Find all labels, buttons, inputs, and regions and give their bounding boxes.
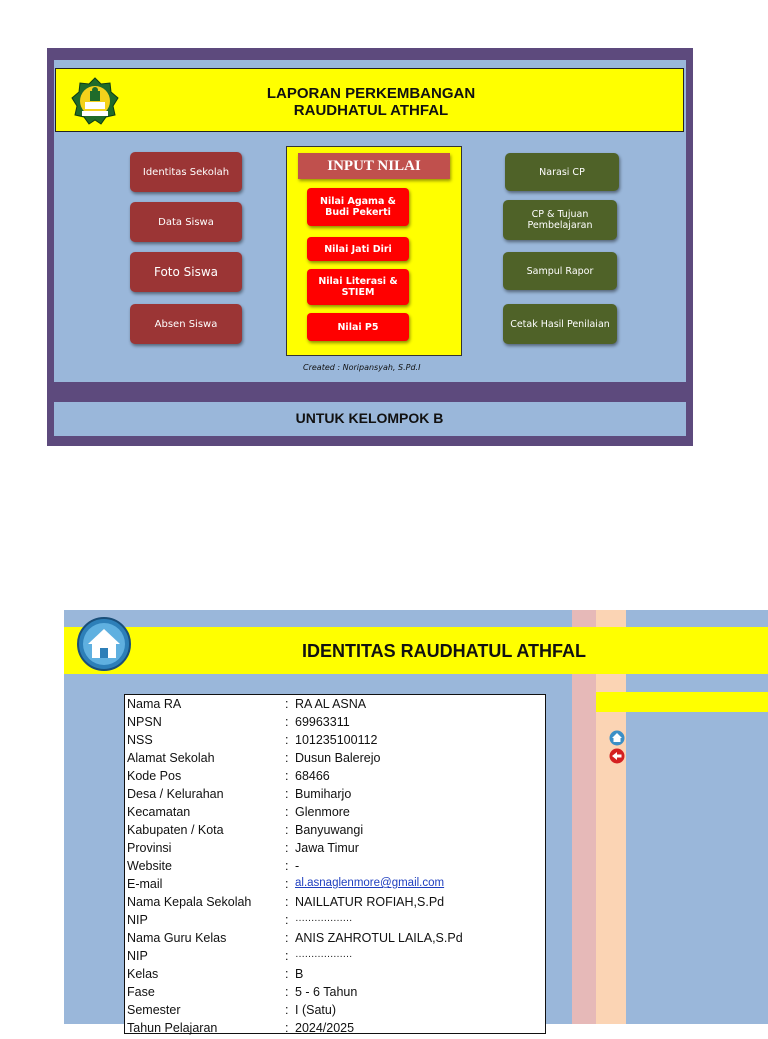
table-row: [125, 805, 545, 823]
absen-siswa-button[interactable]: Absen Siswa: [130, 304, 242, 344]
table-row: [125, 913, 545, 931]
table-row: [125, 751, 545, 769]
field-label: Nama RA: [127, 697, 182, 711]
field-separator: :: [285, 1021, 289, 1035]
table-row: [125, 841, 545, 859]
identity-sheet: [64, 610, 768, 1035]
kelompok-label: UNTUK KELOMPOK B: [55, 402, 684, 434]
field-value: 2024/2025: [295, 1021, 355, 1035]
field-value: Banyuwangi: [295, 823, 364, 837]
nilai-p5-button[interactable]: Nilai P5: [307, 313, 409, 341]
field-label: NSS: [127, 733, 153, 747]
field-value: 101235100112: [295, 733, 378, 747]
field-label: NIP: [127, 949, 148, 963]
menu-title-line2: RAUDHATUL ATHFAL: [293, 102, 449, 119]
kemenag-emblem-icon: [70, 76, 120, 126]
menu-title-line1: LAPORAN PERKEMBANGAN: [266, 85, 476, 102]
home-icon[interactable]: [76, 616, 132, 672]
identity-title: IDENTITAS RAUDHATUL ATHFAL: [302, 641, 586, 661]
field-value: Dusun Balerejo: [295, 751, 381, 765]
back-icon[interactable]: [609, 748, 625, 764]
created-by-text: Created : Noripansyah, S.Pd.I: [303, 363, 421, 372]
email-link[interactable]: al.asnaglenmore@gmail.com: [295, 877, 445, 889]
table-row: [125, 769, 545, 787]
field-label: Nama Guru Kelas: [127, 931, 227, 945]
field-label: E-mail: [127, 877, 163, 891]
field-label: Kabupaten / Kota: [127, 823, 224, 837]
field-label: Desa / Kelurahan: [127, 787, 224, 801]
field-value: 69963311: [295, 715, 350, 729]
field-value: Jawa Timur: [295, 841, 359, 855]
foto-siswa-button[interactable]: Foto Siswa: [130, 252, 242, 292]
input-nilai-title: INPUT NILAI: [298, 153, 450, 179]
field-label: Nama Kepala Sekolah: [127, 895, 252, 909]
table-row: [125, 931, 545, 949]
nilai-literasi-button[interactable]: Nilai Literasi & STIEM: [307, 269, 409, 305]
table-row: [125, 895, 545, 913]
field-label: Tahun Pelajaran: [127, 1021, 218, 1035]
field-label: Provinsi: [127, 841, 172, 855]
field-value: B: [295, 967, 304, 981]
field-label: NIP: [127, 913, 148, 927]
field-separator: :: [285, 985, 289, 999]
table-row: [125, 733, 545, 751]
field-value: Bumiharjo: [295, 787, 352, 801]
nilai-agama-button[interactable]: Nilai Agama & Budi Pekerti: [307, 188, 409, 226]
cp-tujuan-button[interactable]: CP & Tujuan Pembelajaran: [503, 200, 617, 240]
table-row: [125, 985, 545, 1003]
field-separator: :: [285, 931, 289, 945]
field-separator: :: [285, 733, 289, 747]
field-value: 68466: [295, 769, 330, 783]
field-label: Kode Pos: [127, 769, 182, 783]
table-row: [125, 1003, 545, 1021]
report-card-menu-panel: [47, 48, 693, 446]
field-separator: :: [285, 697, 289, 711]
home-icon[interactable]: [609, 730, 625, 746]
field-value: -: [295, 859, 300, 873]
field-label: Semester: [127, 1003, 181, 1017]
cetak-hasil-button[interactable]: Cetak Hasil Penilaian: [503, 304, 617, 344]
field-separator: :: [285, 769, 289, 783]
field-separator: :: [285, 841, 289, 855]
field-value: ANIS ZAHROTUL LAILA,S.Pd: [295, 931, 463, 945]
field-separator: :: [285, 949, 289, 963]
field-separator: :: [285, 751, 289, 765]
table-row: [125, 877, 545, 895]
nilai-jati-diri-button[interactable]: Nilai Jati Diri: [307, 237, 409, 261]
identitas-sekolah-button[interactable]: Identitas Sekolah: [130, 152, 242, 192]
field-separator: :: [285, 895, 289, 909]
table-row: [125, 967, 545, 985]
sampul-rapor-button[interactable]: Sampul Rapor: [503, 252, 617, 290]
narasi-cp-button[interactable]: Narasi CP: [505, 153, 619, 191]
table-row: [125, 715, 545, 733]
sheet-yellow-strip: [596, 692, 768, 712]
menu-header: [55, 68, 684, 132]
data-siswa-button[interactable]: Data Siswa: [130, 202, 242, 242]
field-value: ………………: [295, 913, 352, 924]
field-label: Website: [127, 859, 172, 873]
field-separator: :: [285, 877, 289, 891]
identity-header: [64, 627, 768, 674]
table-row: [125, 859, 545, 877]
field-separator: :: [285, 967, 289, 981]
field-label: Kelas: [127, 967, 159, 981]
field-separator: :: [285, 823, 289, 837]
field-value: I (Satu): [295, 1003, 336, 1017]
table-row: [125, 823, 545, 841]
field-value: ………………: [295, 949, 352, 960]
field-label: Kecamatan: [127, 805, 191, 819]
field-separator: :: [285, 787, 289, 801]
field-separator: :: [285, 1003, 289, 1017]
field-label: NPSN: [127, 715, 162, 729]
footer-divider: [47, 382, 693, 402]
field-value: Glenmore: [295, 805, 350, 819]
table-row: [125, 949, 545, 967]
field-value: NAILLATUR ROFIAH,S.Pd: [295, 895, 445, 909]
menu-title: [206, 85, 536, 119]
field-label: Alamat Sekolah: [127, 751, 215, 765]
field-separator: :: [285, 859, 289, 873]
input-nilai-box: [286, 146, 462, 356]
field-value: RA AL ASNA: [295, 697, 367, 711]
field-label: Fase: [127, 985, 155, 999]
field-separator: :: [285, 805, 289, 819]
table-row: [125, 787, 545, 805]
table-row: [125, 697, 545, 715]
identity-table: [124, 694, 546, 1034]
field-separator: :: [285, 715, 289, 729]
field-separator: :: [285, 913, 289, 927]
field-value: 5 - 6 Tahun: [295, 985, 358, 999]
